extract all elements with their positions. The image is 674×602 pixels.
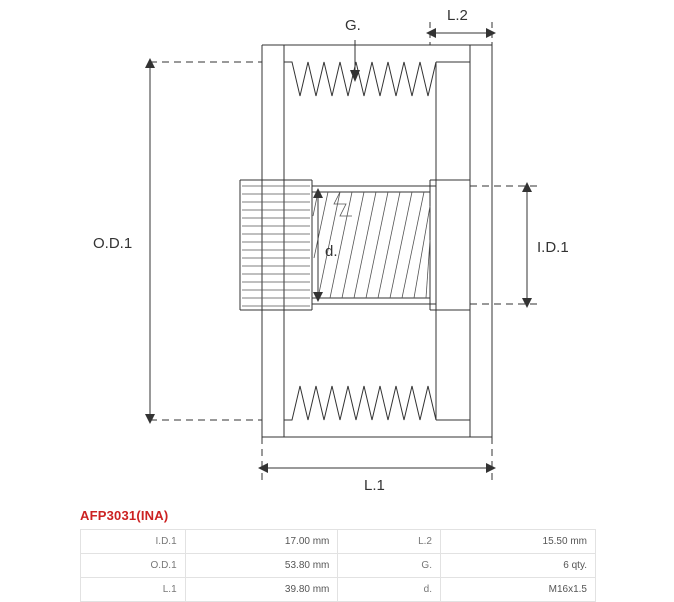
part-code: AFP3031(INA) bbox=[80, 508, 169, 523]
table-row bbox=[81, 578, 596, 602]
spec-key: O.D.1 bbox=[81, 554, 186, 578]
label-d: d. bbox=[325, 243, 338, 260]
spec-key: d. bbox=[338, 578, 441, 602]
label-l1: L.1 bbox=[364, 477, 385, 494]
spec-value: 17.00 mm bbox=[185, 530, 338, 554]
spec-value: 6 qty. bbox=[440, 554, 595, 578]
spec-key: I.D.1 bbox=[81, 530, 186, 554]
spec-key: L.2 bbox=[338, 530, 441, 554]
spec-value: 53.80 mm bbox=[185, 554, 338, 578]
specification-table bbox=[80, 529, 596, 602]
specification-block bbox=[80, 508, 596, 602]
spec-value: 39.80 mm bbox=[185, 578, 338, 602]
table-row bbox=[81, 554, 596, 578]
spec-key: G. bbox=[338, 554, 441, 578]
spec-value: 15.50 mm bbox=[440, 530, 595, 554]
spec-value: M16x1.5 bbox=[440, 578, 595, 602]
table-row bbox=[81, 530, 596, 554]
label-g: G. bbox=[345, 17, 361, 34]
label-l2: L.2 bbox=[447, 7, 468, 24]
spec-key: L.1 bbox=[81, 578, 186, 602]
label-id1: I.D.1 bbox=[537, 239, 569, 256]
label-od1: O.D.1 bbox=[93, 235, 133, 252]
